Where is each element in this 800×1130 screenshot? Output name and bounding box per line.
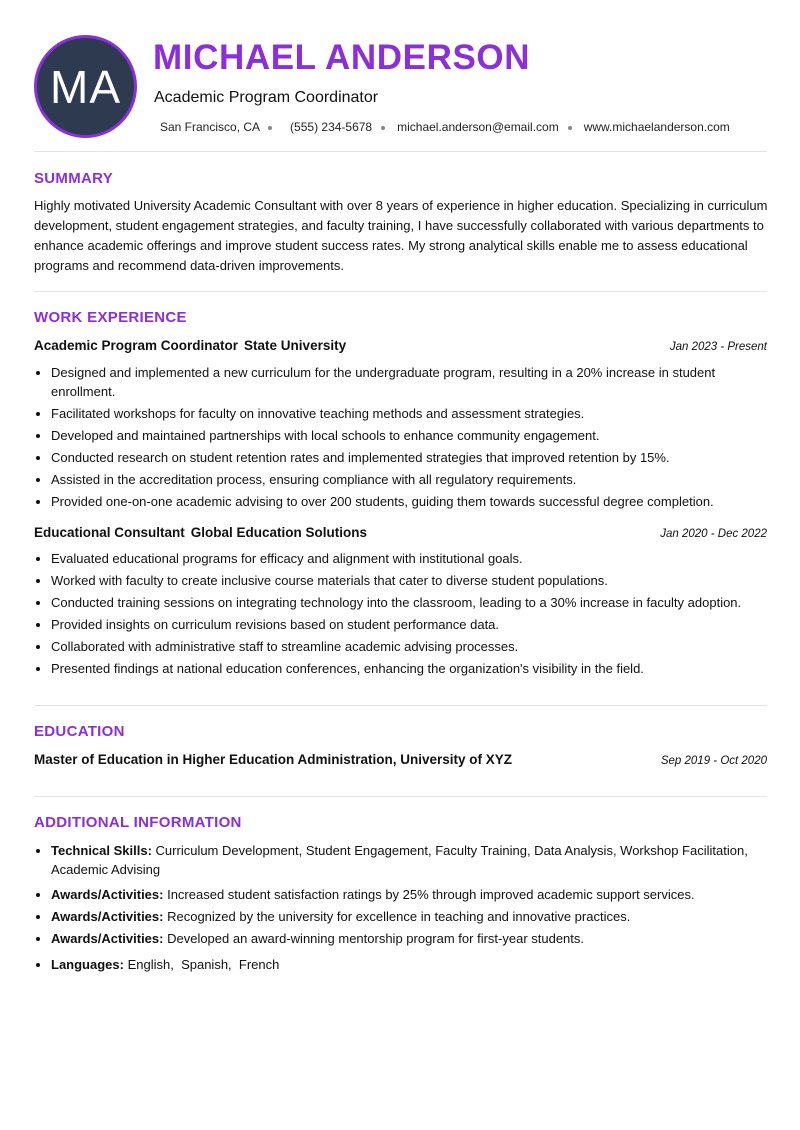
list-item: Conducted training sessions on integrating technology into the classroom, leading to a 30% increase in faculty adoption. [51, 593, 771, 612]
job-title-row [34, 525, 367, 540]
job-title: Educational Consultant [34, 525, 185, 540]
divider [34, 291, 767, 292]
list-item: Worked with faculty to create inclusive course materials that cater to diverse student populations. [51, 571, 771, 590]
job-title-row [34, 338, 346, 353]
item-label: Awards/Activities: [51, 931, 164, 946]
list-item [51, 907, 771, 926]
job-bullets [51, 549, 771, 678]
avatar [34, 35, 137, 138]
item-label: Languages: [51, 957, 124, 972]
job-dates: Jan 2020 - Dec 2022 [660, 528, 767, 540]
list-item: Evaluated educational programs for efficacy and alignment with institutional goals. [51, 549, 771, 568]
candidate-title: Academic Program Coordinator [154, 89, 379, 106]
additional-heading: ADDITIONAL INFORMATION [34, 814, 242, 831]
item-text: Curriculum Development, Student Engagement, Faculty Training, Data Analysis, Workshop Facilitation, Academic Advising [51, 843, 748, 877]
separator-dot [568, 126, 572, 130]
contact-bar [160, 120, 730, 134]
list-item: Facilitated workshops for faculty on innovative teaching methods and assessment strategies. [51, 404, 771, 423]
job-title: Academic Program Coordinator [34, 338, 239, 353]
item-label: Awards/Activities: [51, 887, 164, 902]
item-text: Developed an award-winning mentorship program for first-year students. [167, 931, 585, 946]
list-item [51, 955, 771, 974]
item-text: Recognized by the university for excellence in teaching and innovative practices. [167, 909, 631, 924]
list-item: Provided insights on curriculum revisions based on student performance data. [51, 615, 771, 634]
education-degree: Master of Education in Higher Education Administration, University of XYZ [34, 752, 513, 767]
job-dates: Jan 2023 - Present [669, 341, 767, 353]
education-dates: Sep 2019 - Oct 2020 [660, 755, 767, 767]
summary-heading: SUMMARY [34, 170, 114, 187]
separator-dot [381, 126, 385, 130]
list-item: Collaborated with administrative staff to streamline academic advising processes. [51, 637, 771, 656]
list-item: Conducted research on student retention rates and implemented strategies that improved retention by 15%. [51, 448, 771, 467]
list-item [51, 841, 771, 879]
additional-list [51, 841, 771, 974]
list-item: Designed and implemented a new curriculum for the undergraduate program, resulting in a 20% increase in student enrollment. [51, 363, 771, 401]
candidate-name: MICHAEL ANDERSON [153, 38, 531, 77]
contact-location: San Francisco, CA [160, 120, 261, 134]
experience-heading: WORK EXPERIENCE [34, 309, 187, 326]
list-item: Assisted in the accreditation process, ensuring compliance with all regulatory requirements. [51, 470, 771, 489]
divider [34, 151, 767, 152]
contact-website[interactable]: www.michaelanderson.com [583, 120, 730, 134]
separator-dot [268, 126, 272, 130]
contact-email[interactable]: michael.anderson@email.com [397, 120, 559, 134]
list-item: Provided one-on-one academic advising to over 200 students, guiding them towards successful degree completion. [51, 492, 771, 511]
contact-phone: (555) 234-5678 [290, 120, 373, 134]
divider [34, 796, 767, 797]
item-label: Awards/Activities: [51, 909, 164, 924]
summary-text: Highly motivated University Academic Consultant with over 8 years of experience in higher education. Specializing in curriculum development, student engagement strategies, and faculty training, I have successfully collaborated with various departments to enhance academic offerings and improve student success rates. My strong analytical skills enable me to assess educational programs and recommend data-driven improvements. [34, 198, 768, 273]
job-organization: Global Education Solutions [190, 525, 368, 540]
divider [34, 705, 767, 706]
item-label: Technical Skills: [51, 843, 152, 858]
list-item: Developed and maintained partnerships with local schools to enhance community engagement. [51, 426, 771, 445]
education-heading: EDUCATION [34, 723, 125, 740]
job-bullets [51, 363, 771, 511]
avatar-initials: MA [50, 60, 121, 113]
item-text: Increased student satisfaction ratings by 25% through improved academic support services. [167, 887, 695, 902]
list-item [51, 929, 771, 948]
list-item [51, 885, 771, 904]
list-item: Presented findings at national education conferences, enhancing the organization's visibility in the field. [51, 659, 771, 678]
job-organization: State University [244, 338, 347, 353]
item-text: English, Spanish, French [127, 957, 280, 972]
